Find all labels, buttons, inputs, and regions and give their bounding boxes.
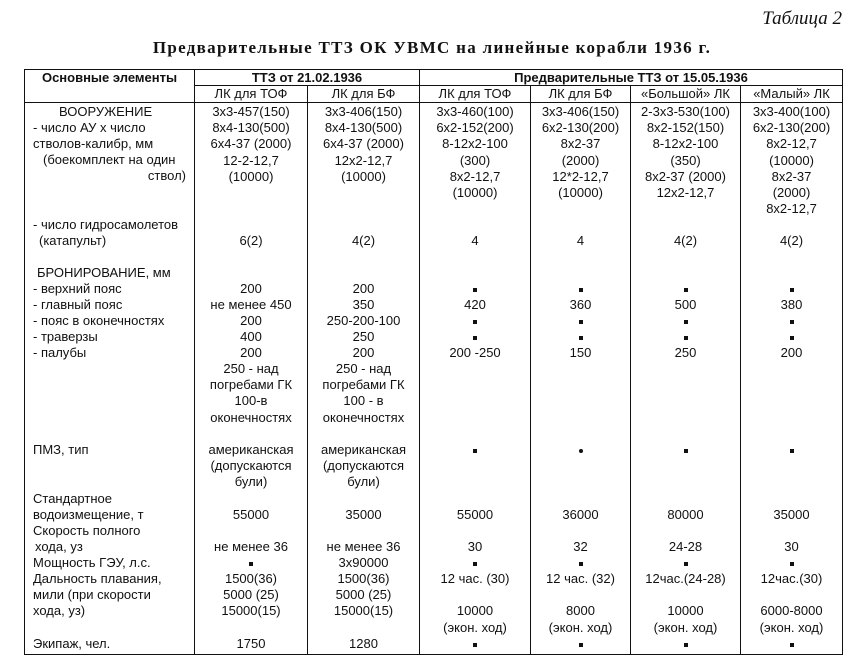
armor-traverse-value: 250 [352,329,375,344]
label-planes-line1: - число гидросамолетов [33,217,179,232]
placeholder-square-mark [249,562,253,566]
data-table [24,69,843,655]
placeholder-square-mark [790,643,794,647]
placeholder-square-mark [684,643,688,647]
pmz-value [420,442,530,458]
armor-upper-value [531,281,630,297]
placeholder-square-mark [790,449,794,453]
armament-value: 12х2-12,7 [656,185,715,200]
range-value: (экон. ход) [443,619,507,635]
armament-value: 8х2-12,7 [766,201,817,217]
placeholder-square-mark [684,449,688,453]
range-value: 15000(15) [333,603,394,619]
armament-value: 6х2-130(200) [541,120,620,136]
placeholder-square-mark [473,643,477,647]
armor-main-value: 350 [352,297,375,312]
power-value [741,555,842,571]
placeholder-square-mark [473,320,477,324]
range-value: 1500(36) [224,571,278,586]
armament-value: 3х3-406(150) [541,104,620,119]
armor-decks-note: 250 - над [335,361,392,376]
speed-value: не менее 36 [214,539,288,554]
header-group-1: ТТЗ от 21.02.1936 [251,70,363,85]
displacement-value: 35000 [773,507,810,522]
header-col-2: ЛК для БФ [331,86,396,101]
displacement-value: 35000 [345,507,382,522]
label-armament-line3: (боекомплект на один [43,152,176,167]
pmz-value: (допускаются [322,458,405,474]
placeholder-square-mark [473,449,477,453]
armament-value: 8-12х2-100 [652,136,719,152]
placeholder-square-mark [790,288,794,292]
armor-decks-note: погребами ГК [209,377,293,393]
armor-decks-note: 100 - в [343,393,384,409]
armament-value: 8х2-37 [560,136,601,152]
armor-decks-value: 250 [674,345,697,360]
pmz-value: були) [234,474,268,490]
armament-value: 6х2-130(200) [752,120,831,136]
armor-ends-value [741,313,842,329]
pmz-value: були) [347,474,380,490]
armament-value: 8х4-130(500) [212,120,290,136]
range-value: 5000 (25) [223,587,279,603]
label-armament: ВООРУЖЕНИЕ [59,104,153,119]
range-value: (экон. ход) [548,619,613,635]
armor-upper-value: 200 [352,281,375,296]
range-value: 5000 (25) [335,587,392,603]
armament-value: (350) [670,152,701,168]
range-value: 1500(36) [337,571,390,586]
placeholder-square-mark [684,336,688,340]
armament-value: 3х3-400(100) [752,104,831,119]
armor-decks-note: 100-в [234,393,268,409]
armor-decks-value: 200 [780,345,803,360]
power-value [195,555,307,571]
placeholder-square-mark [473,336,477,340]
displacement-value: 55000 [232,507,270,522]
range-value: 12час.(24-28) [645,571,726,586]
header-col-3: ЛК для ТОФ [438,86,512,101]
pmz-value: американская [208,442,294,457]
armor-decks-note: оконечностях [322,409,405,425]
label-displacement-line2: водоизмещение, т [33,507,144,522]
pmz-value [741,442,842,458]
armament-value: 8-12х2-100 [442,136,508,152]
armor-upper-value: 200 [240,281,262,296]
armament-value: 8х2-37 (2000) [645,168,726,184]
power-value [420,555,530,571]
header-col-6: «Малый» ЛК [753,86,830,101]
armor-main-value: не менее 450 [210,297,292,312]
header-col-1: ЛК для ТОФ [214,86,288,101]
armament-value: 3х3-457(150) [212,104,290,119]
label-armor-ends: - пояс в оконечностях [33,313,165,328]
label-crew: Экипаж, чел. [33,636,111,651]
range-value: 6000-8000 [760,603,823,619]
pmz-value [531,442,630,458]
armament-value: 3х3-460(100) [436,104,514,119]
pmz-value: американская [320,442,406,457]
armor-decks-value: 200 [240,345,262,360]
range-value: 15000(15) [221,603,281,619]
placeholder-square-mark [684,320,688,324]
power-value [631,555,740,571]
armor-decks-note: погребами ГК [322,377,405,393]
placeholder-dot-mark [579,449,583,453]
placeholder-square-mark [473,288,477,292]
label-planes-line2: (катапульт) [39,233,107,248]
armament-value: (10000) [341,168,386,184]
planes-value: 4(2) [351,233,376,248]
label-armor-traverse: - траверзы [33,329,98,344]
table-caption: Таблица 2 [762,8,842,29]
armament-value: 2-3х3-530(100) [641,104,730,119]
armor-traverse-value [631,329,740,345]
armor-upper-value [420,281,530,297]
armor-decks-note: оконечностях [210,409,292,425]
speed-value: 24-28 [668,539,703,554]
placeholder-square-mark [579,643,583,647]
placeholder-square-mark [790,320,794,324]
armament-value: (300) [459,152,491,168]
planes-value: 4 [576,233,585,248]
crew-value [420,636,530,652]
header-col-4: ЛК для БФ [548,86,613,101]
armor-main-value: 380 [780,297,803,312]
placeholder-square-mark [579,320,583,324]
pmz-value: (допускаются [210,458,292,474]
armament-value: (10000) [452,185,498,200]
armor-traverse-value: 400 [240,329,262,344]
crew-value [531,636,630,652]
range-value: (экон. ход) [759,619,824,635]
planes-value: 4 [471,233,479,248]
power-value [531,555,630,571]
armament-value: 6х4-37 (2000) [323,136,404,152]
header-col-5: «Большой» ЛК [641,86,730,101]
range-value: 8000 [566,603,595,619]
armament-value: (10000) [228,168,274,184]
speed-value: не менее 36 [326,539,401,554]
armor-ends-value [420,313,530,329]
speed-value: 30 [467,539,483,554]
armor-traverse-value [741,329,842,345]
displacement-value: 36000 [562,507,599,522]
armament-value: 8х2-37 [771,168,812,184]
label-speed-line1: Скорость полного [33,523,141,538]
placeholder-square-mark [684,562,688,566]
armament-value: 8х2-12,7 [766,136,817,152]
label-armor-decks: - палубы [33,345,87,360]
armor-ends-value: 250-200-100 [326,313,401,328]
placeholder-square-mark [473,562,477,566]
placeholder-square-mark [790,562,794,566]
placeholder-square-mark [579,288,583,292]
armor-ends-value: 200 [240,313,262,328]
armament-value: (10000) [769,152,814,168]
armor-ends-value [631,313,740,329]
armament-value: 8х2-12,7 [449,168,501,184]
label-armament-line4: ствол) [147,168,186,183]
pmz-value [631,442,740,458]
armament-value: 8х4-130(500) [324,120,403,136]
label-armament-line2: стволов-калибр, мм [33,136,154,151]
range-value: 12 час. (32) [546,571,615,586]
armor-traverse-value [420,329,530,345]
placeholder-square-mark [579,336,583,340]
placeholder-square-mark [579,562,583,566]
label-range-line1: Дальность плавания, [33,571,162,586]
crew-value: 1750 [236,636,266,651]
placeholder-square-mark [790,336,794,340]
armament-value: 8х2-152(150) [646,120,725,136]
displacement-value: 55000 [456,507,494,522]
page-title: Предварительные ТТЗ ОК УВМС на линейные корабли 1936 г. [152,38,712,57]
label-range-line2: мили (при скорости [33,587,151,602]
armament-value: 12х2-12,7 [334,152,393,168]
label-armor: БРОНИРОВАНИЕ, мм [37,265,171,280]
armor-upper-value [631,281,740,297]
armament-value: (10000) [558,185,603,200]
armor-main-value: 360 [569,297,592,312]
range-value: (экон. ход) [653,619,718,635]
crew-value [741,636,842,652]
label-armor-main: - главный пояс [33,297,123,312]
speed-value: 30 [784,539,799,554]
speed-value: 32 [573,539,588,554]
armament-value: 6х2-152(200) [436,120,514,136]
range-value: 10000 [667,603,704,619]
label-armament-line1: - число АУ х число [33,120,146,135]
range-value: 10000 [456,603,494,619]
armor-main-value: 420 [464,297,486,312]
armament-value: 12-2-12,7 [223,152,279,168]
armor-decks-note: 250 - над [223,361,279,376]
planes-value: 4(2) [673,233,698,248]
armament-value: 6х4-37 (2000) [210,136,292,152]
header-elements: Основные элементы [41,70,178,85]
armor-ends-value [531,313,630,329]
planes-value: 4(2) [779,233,804,248]
label-displacement-line1: Стандартное [33,491,112,506]
label-range-line3: хода, уз) [33,603,86,618]
power-value: 3х90000 [338,555,389,570]
armament-value: (2000) [561,152,600,168]
armament-value: 12*2-12,7 [552,168,609,184]
armor-traverse-value [531,329,630,345]
header-group-2: Предварительные ТТЗ от 15.05.1936 [514,70,748,85]
armor-upper-value [741,281,842,297]
displacement-value: 80000 [667,507,704,522]
crew-value [631,636,740,652]
armament-value: (2000) [772,185,811,200]
armor-decks-value: 200 -250 [449,345,501,360]
range-value: 12 час. (30) [440,571,510,586]
range-value: 12час.(30) [760,571,823,586]
armament-value: 3х3-406(150) [324,104,403,119]
planes-value: 6(2) [239,233,263,248]
label-armor-upper: - верхний пояс [33,281,122,296]
armor-main-value: 500 [674,297,697,312]
crew-value: 1280 [349,636,378,651]
armor-decks-value: 150 [569,345,592,360]
label-pmz: ПМЗ, тип [33,442,89,457]
label-power: Мощность ГЭУ, л.с. [33,555,151,570]
placeholder-square-mark [684,288,688,292]
armor-decks-value: 200 [352,345,375,360]
label-speed-line2: хода, уз [35,539,83,554]
